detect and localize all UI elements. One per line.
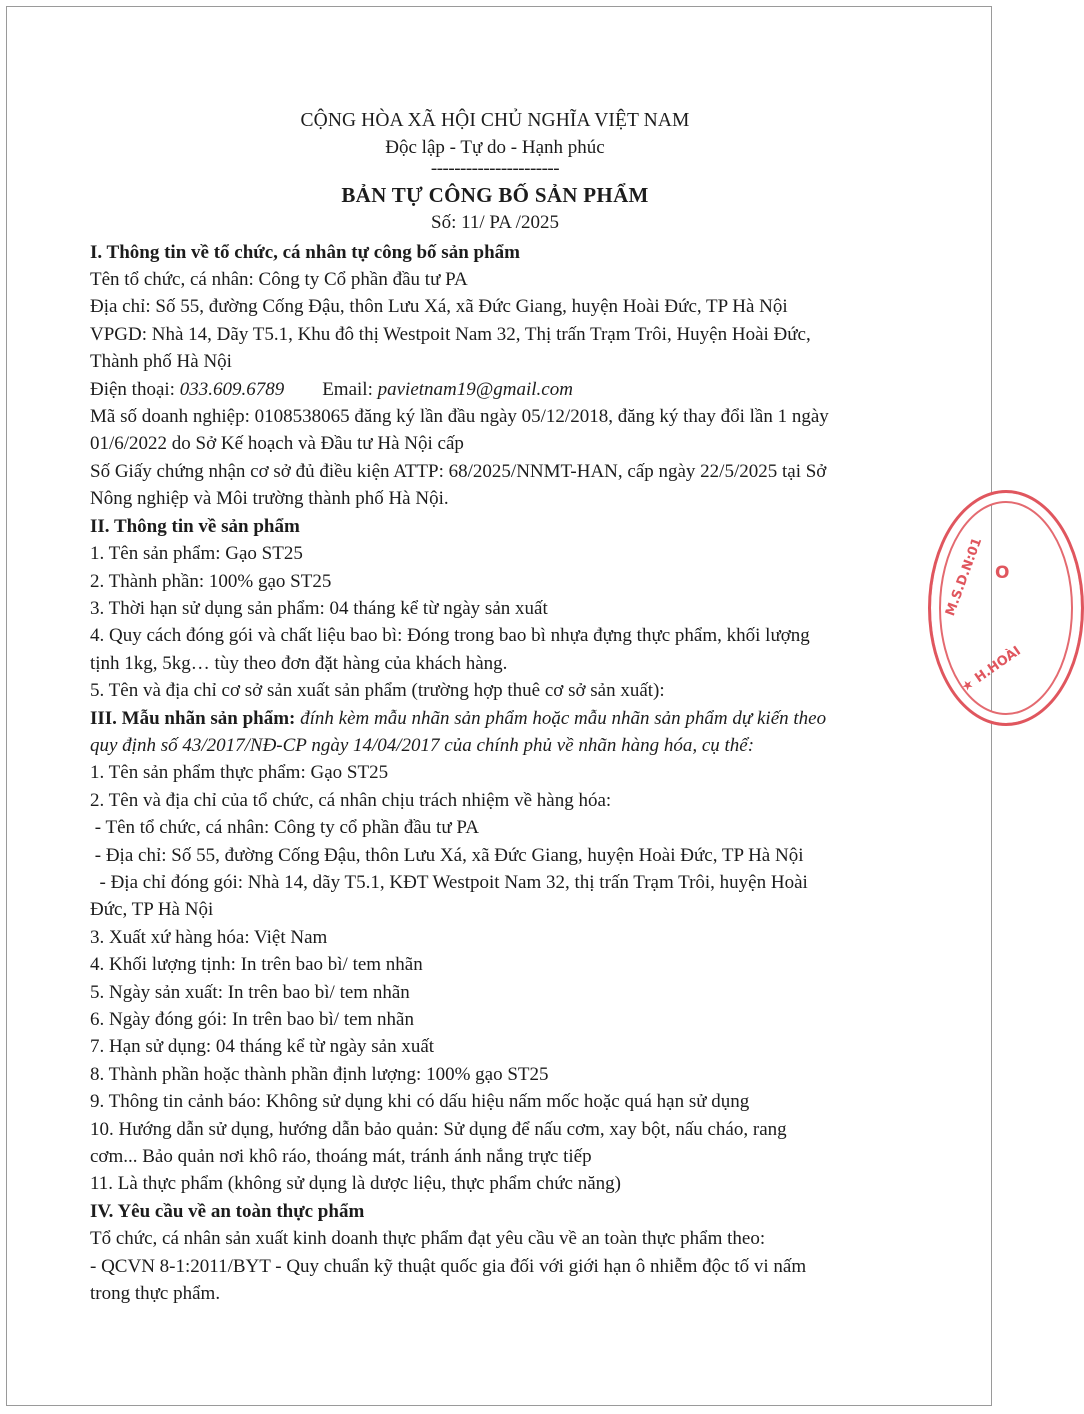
product-info-item: 2. Thành phần: 100% gạo ST25 <box>90 570 332 592</box>
section-3-title-italic-1: đính kèm mẫu nhãn sản phẩm hoặc mẫu nhãn sản phẩm dự kiến theo <box>300 707 827 729</box>
label-item: 11. Là thực phẩm (không sử dụng là dược liệu, thực phẩm chức năng) <box>90 1173 621 1195</box>
section-3-title-italic-2: quy định số 43/2017/NĐ-CP ngày 14/04/2017 của chính phủ về nhãn hàng hóa, cụ thể: <box>90 734 755 756</box>
label-item: cơm... Bảo quản nơi khô ráo, thoáng mát, tránh ánh nắng trực tiếp <box>90 1146 592 1168</box>
label-item: 3. Xuất xứ hàng hóa: Việt Nam <box>90 926 328 948</box>
section-3-title-bold: III. Mẫu nhãn sản phẩm: <box>90 707 301 729</box>
section-2-title: II. Thông tin về sản phẩm <box>90 515 300 537</box>
product-info-item: 4. Quy cách đóng gói và chất liệu bao bì: Đóng trong bao bì nhựa đựng thực phẩm, khối lượng <box>90 625 810 647</box>
section-3-title <box>90 705 900 732</box>
stamp-text-inner: O <box>995 563 1010 583</box>
office-address-line-1: VPGD: Nhà 14, Dãy T5.1, Khu đô thị Westpoit Nam 32, Thị trấn Trạm Trôi, Huyện Hoài Đức, <box>90 323 811 345</box>
label-item: 1. Tên sản phẩm thực phẩm: Gạo ST25 <box>90 762 389 784</box>
label-item: - Địa chỉ đóng gói: Nhà 14, dãy T5.1, KĐT Westpoit Nam 32, thị trấn Trạm Trôi, huyện Hoài <box>90 871 808 893</box>
header-separator: ---------------------- <box>430 157 560 179</box>
phone-value: 033.609.6789 <box>179 378 285 400</box>
label-item: 6. Ngày đóng gói: In trên bao bì/ tem nhãn <box>90 1009 414 1030</box>
safety-item: Tổ chức, cá nhân sản xuất kinh doanh thực phẩm đạt yêu cầu về an toàn thực phẩm theo: <box>90 1228 766 1250</box>
product-info-item: 3. Thời hạn sử dụng sản phẩm: 04 tháng kể từ ngày sản xuất <box>90 597 548 619</box>
national-title: CỘNG HÒA XÃ HỘI CHỦ NGHĨA VIỆT NAM <box>300 110 690 131</box>
email-value: pavietnam19@gmail.com <box>377 378 573 400</box>
office-address-line-2: Thành phố Hà Nội <box>90 351 232 373</box>
org-address: Địa chỉ: Số 55, đường Cống Đậu, thôn Lưu Xá, xã Đức Giang, huyện Hoài Đức, TP Hà Nội <box>90 296 788 318</box>
section-1-title: I. Thông tin về tổ chức, cá nhân tự công bố sản phẩm <box>90 241 520 263</box>
food-safety-cert-line-1: Số Giấy chứng nhận cơ sở đủ điều kiện ATTP: 68/2025/NNMT-HAN, cấp ngày 22/5/2025 tại Sở <box>90 460 827 482</box>
stamp-text-bottom: ★ H.HOÀI <box>959 643 1024 696</box>
contact-line <box>90 376 900 403</box>
section-4-title: IV. Yêu cầu về an toàn thực phẩm <box>90 1200 365 1222</box>
product-info-item: tịnh 1kg, 5kg… tùy theo đơn đặt hàng của khách hàng. <box>90 652 508 674</box>
label-item: 7. Hạn sử dụng: 04 tháng kể từ ngày sản xuất <box>90 1036 435 1058</box>
company-seal-stamp <box>928 490 1084 726</box>
food-safety-cert-line-2: Nông nghiệp và Môi trường thành phố Hà Nội. <box>90 488 449 510</box>
document-page <box>90 107 900 1307</box>
phone-label: Điện thoại: <box>90 378 180 400</box>
org-name: Tên tổ chức, cá nhân: Công ty Cổ phần đầu tư PA <box>90 269 468 291</box>
product-info-item: 1. Tên sản phẩm: Gạo ST25 <box>90 543 303 565</box>
safety-item: - QCVN 8-1:2011/BYT - Quy chuẩn kỹ thuật quốc gia đối với giới hạn ô nhiễm độc tố vi nấm <box>90 1255 807 1277</box>
label-item: 2. Tên và địa chỉ của tổ chức, cá nhân chịu trách nhiệm về hàng hóa: <box>90 789 612 811</box>
email-label: Email: <box>322 378 378 400</box>
product-info-item: 5. Tên và địa chỉ cơ sở sản xuất sản phẩm (trường hợp thuê cơ sở sản xuất): <box>90 680 665 702</box>
label-item: 10. Hướng dẫn sử dụng, hướng dẫn bảo quản: Sử dụng để nấu cơm, xay bột, nấu cháo, rang <box>90 1118 787 1140</box>
business-code-line-1: Mã số doanh nghiệp: 0108538065 đăng ký lần đầu ngày 05/12/2018, đăng ký thay đổi lần 1 ngày <box>90 406 829 428</box>
label-item: 5. Ngày sản xuất: In trên bao bì/ tem nhãn <box>90 981 410 1003</box>
document-number: Số: 11/ PA /2025 <box>431 212 559 234</box>
label-item: - Tên tổ chức, cá nhân: Công ty cổ phần đầu tư PA <box>90 817 479 839</box>
national-motto: Độc lập - Tự do - Hạnh phúc <box>385 137 605 159</box>
business-code-line-2: 01/6/2022 do Sở Kế hoạch và Đầu tư Hà Nội cấp <box>90 433 464 455</box>
safety-item: trong thực phẩm. <box>90 1283 221 1305</box>
label-item: 4. Khối lượng tịnh: In trên bao bì/ tem nhãn <box>90 954 423 976</box>
document-title: BẢN TỰ CÔNG BỐ SẢN PHẨM <box>341 182 649 207</box>
label-item: 9. Thông tin cảnh báo: Không sử dụng khi có dấu hiệu nấm mốc hoặc quá hạn sử dụng <box>90 1091 750 1113</box>
label-item: 8. Thành phần hoặc thành phần định lượng: 100% gạo ST25 <box>90 1063 549 1085</box>
label-item: Đức, TP Hà Nội <box>90 899 214 921</box>
stamp-text-top: M.S.D.N:01 <box>943 535 986 619</box>
label-item: - Địa chỉ: Số 55, đường Cống Đậu, thôn Lưu Xá, xã Đức Giang, huyện Hoài Đức, TP Hà Nội <box>90 844 804 866</box>
